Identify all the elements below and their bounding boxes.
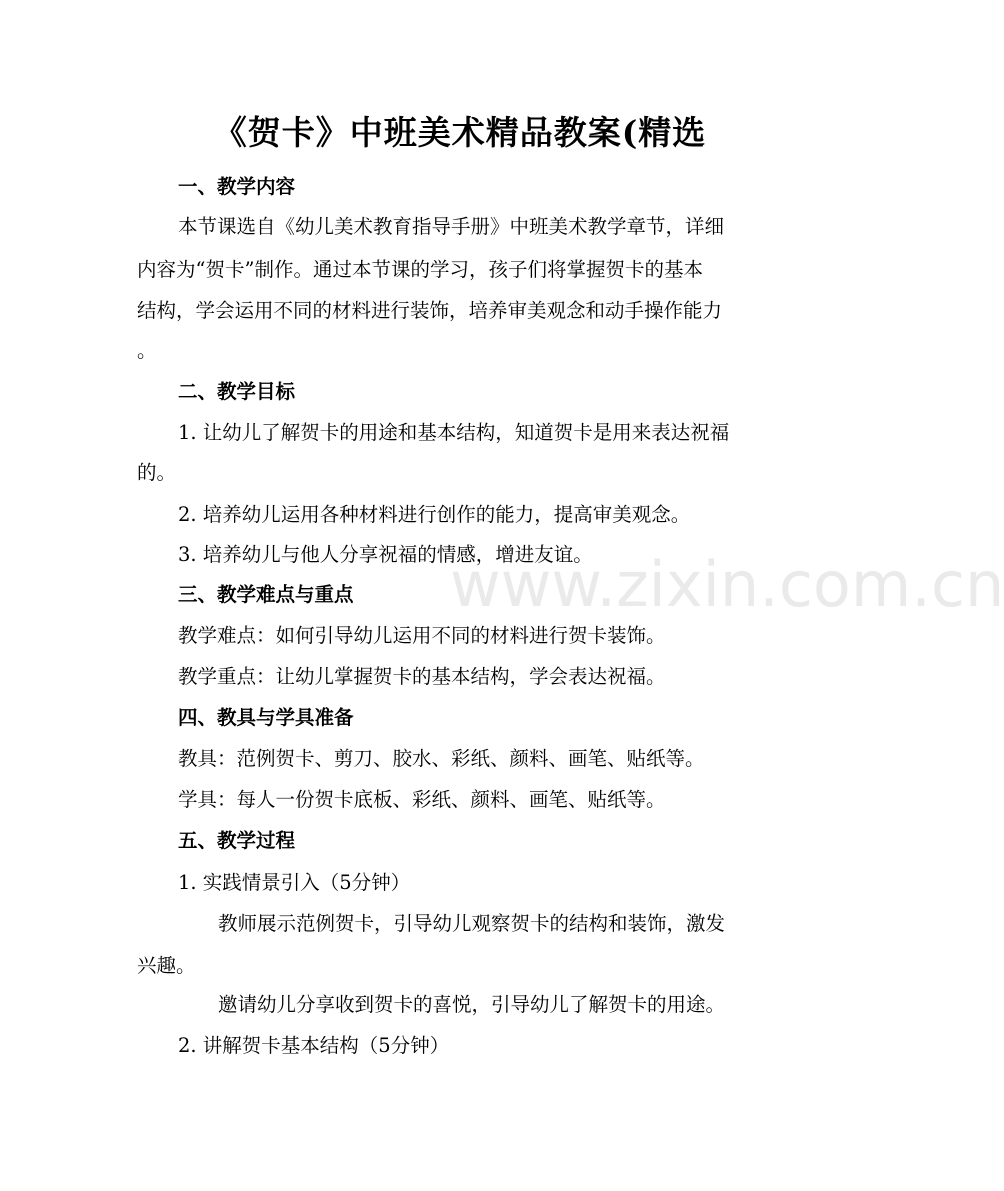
list-item: 3. 培养幼儿与他人分享祝福的情感，增进友谊。 xyxy=(178,543,593,566)
paragraph-line: 学具：每人一份贺卡底板、彩纸、颜料、画笔、贴纸等。 xyxy=(178,788,666,811)
paragraph-line: 结构，学会运用不同的材料进行装饰，培养审美观念和动手操作能力 xyxy=(137,299,723,322)
section-heading-goals: 二、教学目标 xyxy=(178,380,296,403)
paragraph-line: 内容为“贺卡”制作。通过本节课的学习，孩子们将掌握贺卡的基本 xyxy=(137,258,703,281)
list-item: 2. 讲解贺卡基本结构（5分钟） xyxy=(178,1034,450,1057)
paragraph-line: 教师展示范例贺卡，引导幼儿观察贺卡的结构和装饰，激发 xyxy=(218,912,726,935)
list-item: 1. 让幼儿了解贺卡的用途和基本结构，知道贺卡是用来表达祝福 xyxy=(178,421,730,444)
section-heading-content: 一、教学内容 xyxy=(178,175,296,198)
paragraph-line: 。 xyxy=(137,339,157,362)
list-item: 2. 培养幼儿运用各种材料进行创作的能力，提高审美观念。 xyxy=(178,503,691,526)
paragraph-line: 兴趣。 xyxy=(137,954,196,977)
watermark: www.zixin.com.cn xyxy=(450,548,1004,621)
paragraph-line: 教学重点：让幼儿掌握贺卡的基本结构，学会表达祝福。 xyxy=(178,665,666,688)
paragraph-line: 教具：范例贺卡、剪刀、胶水、彩纸、颜料、画笔、贴纸等。 xyxy=(178,747,705,770)
section-heading-materials: 四、教具与学具准备 xyxy=(178,706,354,729)
list-item-continuation: 的。 xyxy=(137,461,177,484)
section-heading-process: 五、教学过程 xyxy=(178,829,296,852)
paragraph-line: 本节课选自《幼儿美术教育指导手册》中班美术教学章节，详细 xyxy=(178,215,725,238)
paragraph-line: 教学难点：如何引导幼儿运用不同的材料进行贺卡装饰。 xyxy=(178,624,666,647)
list-item: 1. 实践情景引入（5分钟） xyxy=(178,871,411,894)
section-heading-key-points: 三、教学难点与重点 xyxy=(178,583,354,606)
paragraph-line: 邀请幼儿分享收到贺卡的喜悦，引导幼儿了解贺卡的用途。 xyxy=(218,993,726,1016)
page-title: 《贺卡》中班美术精品教案(精选 xyxy=(213,113,707,152)
